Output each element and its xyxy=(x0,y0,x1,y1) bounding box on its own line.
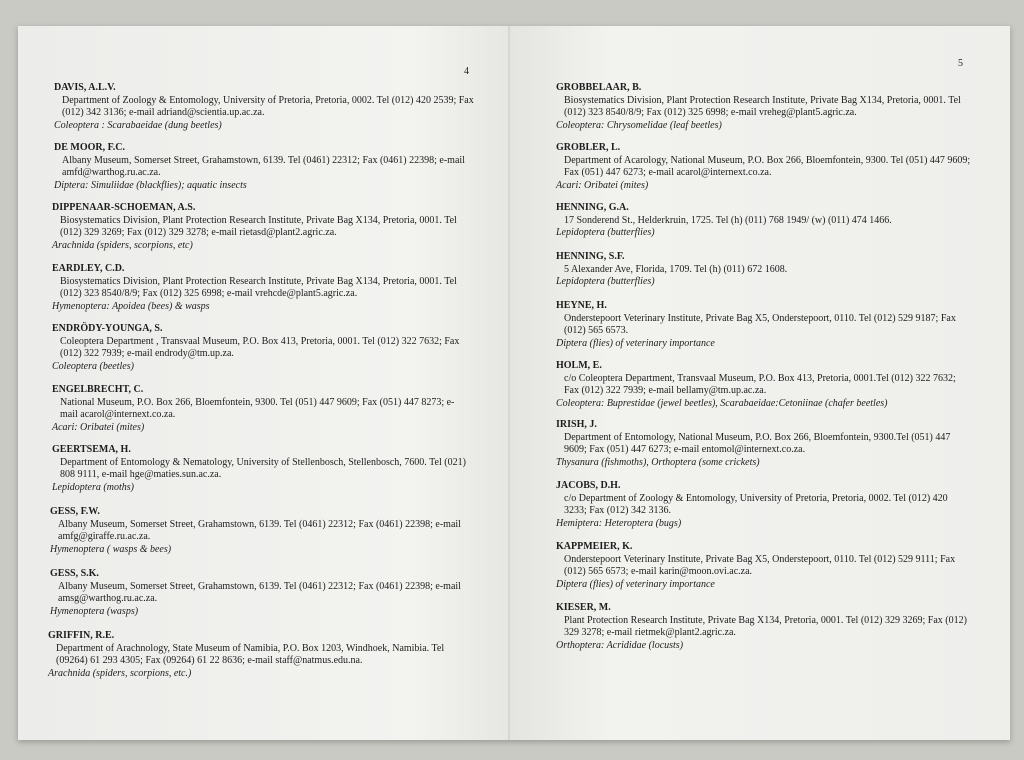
entry-name: DAVIS, A.L.V. xyxy=(54,82,116,93)
directory-entry xyxy=(54,82,474,132)
entry-name: HENNING, G.A. xyxy=(556,202,629,213)
entry-taxon: Acari: Oribatei (mites) xyxy=(556,179,649,191)
entry-address: Biosystematics Division, Plant Protection Research Institute, Private Bag X134, Pretoria, 0001. Tel (012) 329 3269; Fax (012) 329 3278; e-mail rietasd@plant2.agric.za. xyxy=(60,214,457,238)
entry-address: Department of Entomology, National Museum, P.O. Box 266, Bloemfontein, 9300.Tel (051) 447 9609; Fax (051) 447 6273; e-mail entomol@internext.co.za. xyxy=(564,431,951,455)
entry-address: National Museum, P.O. Box 266, Bloemfontein, 9300. Tel (051) 447 9609; Fax (051) 447 8273; e-mail acarol@internext.co.za. xyxy=(60,396,455,420)
entry-name: HENNING, S.F. xyxy=(556,251,625,262)
entry-name: KIESER, M. xyxy=(556,602,611,613)
entry-address: c/o Coleoptera Department, Transvaal Museum, P.O. Box 413, Pretoria, 0001.Tel (012) 322 7632; Fax (012) 322 7939; e-mail bellamy@tm.up.ac.za. xyxy=(564,372,956,396)
entry-name: DIPPENAAR-SCHOEMAN, A.S. xyxy=(52,202,196,213)
entry-taxon: Hemiptera: Heteroptera (bugs) xyxy=(556,517,682,529)
entry-name: ENGELBRECHT, C. xyxy=(52,384,144,395)
entry-address: Biosystematics Division, Plant Protection Research Institute, Private Bag X134, Pretoria, 0001. Tel (012) 323 8540/8/9; Fax (012) 325 6998; e-mail vrehcde@plant5.agric.za. xyxy=(60,275,457,299)
entry-taxon: Hymenoptera (wasps) xyxy=(50,605,139,617)
entry-name: GEERTSEMA, H. xyxy=(52,444,131,455)
entry-name: JACOBS, D.H. xyxy=(556,480,621,491)
entry-address: Onderstepoort Veterinary Institute, Private Bag X5, Onderstepoort, 0110. Tel (012) 529 9187; Fax (012) 565 6573. xyxy=(564,312,956,336)
entry-address: Department of Zoology & Entomology, University of Pretoria, Pretoria, 0002. Tel (012) 420 2539; Fax (012) 342 3136; e-mail adriand@scientia.up.ac.za. xyxy=(62,94,474,118)
directory-entry xyxy=(556,541,971,591)
directory-entry xyxy=(556,480,971,530)
directory-entry xyxy=(556,202,971,240)
entry-address: Biosystematics Division, Plant Protection Research Institute, Private Bag X134, Pretoria, 0001. Tel (012) 323 8540/8/9; Fax (012) 325 6998; e-mail vreheg@plant5.agric.za. xyxy=(564,94,961,118)
booklet-spread xyxy=(18,26,1010,740)
entry-address: Department of Arachnology, State Museum of Namibia, P.O. Box 1203, Windhoek, Namibia. Tel (09264) 61 293 4305; Fax (09264) 61 22 8636; e-mail staff@natmus.edu.na. xyxy=(56,642,445,666)
directory-entry xyxy=(556,82,971,132)
directory-entry xyxy=(50,506,470,556)
directory-entry xyxy=(52,263,472,313)
entry-name: GROBLER, L. xyxy=(556,142,621,153)
entry-taxon: Acari: Oribatei (mites) xyxy=(52,421,145,433)
entry-address: 5 Alexander Ave, Florida, 1709. Tel (h) (011) 672 1608. xyxy=(564,263,788,275)
directory-entry xyxy=(48,630,468,680)
entry-name: IRISH, J. xyxy=(556,419,597,430)
directory-entry xyxy=(556,142,971,192)
entry-address: Albany Museum, Somerset Street, Grahamstown, 6139. Tel (0461) 22312; Fax (0461) 22398; e-mail amsg@warthog.ru.ac.za. xyxy=(58,580,461,604)
directory-entry xyxy=(52,384,472,434)
directory-entry xyxy=(54,142,474,192)
directory-entry xyxy=(556,300,971,350)
directory-entry xyxy=(556,251,971,289)
entry-taxon: Arachnida (spiders, scorpions, etc.) xyxy=(48,667,192,679)
directory-entry xyxy=(52,323,472,373)
entry-name: GROBBELAAR, B. xyxy=(556,82,642,93)
entry-taxon: Diptera: Simuliidae (blackflies); aquatic insects xyxy=(54,179,247,191)
entry-address: Onderstepoort Veterinary Institute, Private Bag X5, Onderstepoort, 0110. Tel (012) 529 9111; Fax (012) 565 6573; e-mail karin@moon.ovi.ac.za. xyxy=(564,553,956,577)
entry-taxon: Thysanura (fishmoths), Orthoptera (some crickets) xyxy=(556,456,760,468)
entry-taxon: Hymenoptera ( wasps & bees) xyxy=(50,543,172,555)
entry-taxon: Diptera (flies) of veterinary importance xyxy=(556,337,715,349)
entry-taxon: Coleoptera (beetles) xyxy=(52,360,134,372)
entry-name: HEYNE, H. xyxy=(556,300,607,311)
directory-entry xyxy=(50,568,470,618)
entry-taxon: Lepidoptera (butterflies) xyxy=(556,227,655,238)
entry-taxon: Coleoptera: Buprestidae (jewel beetles), Scarabaeidae:Cetoniinae (chafer beetles) xyxy=(556,397,888,409)
entry-address: Department of Entomology & Nematology, University of Stellenbosch, Stellenbosch, 7600. Tel (021) 808 9111, e-mail hge@maties.sun.ac.za. xyxy=(60,456,466,480)
entry-taxon: Hymenoptera: Apoidea (bees) & wasps xyxy=(52,300,210,312)
entry-address: c/o Department of Zoology & Entomology, University of Pretoria, Pretoria, 0002. Tel (012) 420 3233; Fax (012) 342 3136. xyxy=(564,492,948,516)
entry-address: Coleoptera Department , Transvaal Museum, P.O. Box 413, Pretoria, 0001. Tel (012) 322 7632; Fax (012) 322 7939; e-mail endrody@tm.up.za. xyxy=(60,335,460,359)
entry-address: Albany Museum, Somerset Street, Grahamstown, 6139. Tel (0461) 22312; Fax (0461) 22398; e-mail amfg@giraffe.ru.ac.za. xyxy=(58,518,461,542)
directory-entry xyxy=(556,602,971,652)
entry-taxon: Coleoptera: Chrysomelidae (leaf beetles) xyxy=(556,119,722,131)
entry-name: KAPPMEIER, K. xyxy=(556,541,633,552)
entry-name: HOLM, E. xyxy=(556,360,602,371)
entry-taxon: Arachnida (spiders, scorpions, etc) xyxy=(52,239,193,251)
directory-entry xyxy=(52,444,472,494)
entry-taxon: Lepidoptera (moths) xyxy=(52,481,134,493)
right-page xyxy=(510,26,1010,740)
entry-taxon: Orthoptera: Acrididae (locusts) xyxy=(556,639,684,651)
directory-entry xyxy=(556,419,971,469)
entry-name: GRIFFIN, R.E. xyxy=(48,630,115,641)
entry-address: Albany Museum, Somerset Street, Grahamstown, 6139. Tel (0461) 22312; Fax (0461) 22398; e-mail amfd@warthog.ru.ac.za. xyxy=(62,154,465,178)
entry-name: EARDLEY, C.D. xyxy=(52,263,125,274)
entry-name: ENDRÖDY-YOUNGA, S. xyxy=(52,323,163,334)
page-number: 5 xyxy=(958,58,963,69)
left-page xyxy=(18,26,510,740)
entry-taxon: Coleoptera : Scarabaeidae (dung beetles) xyxy=(54,119,222,131)
entry-address: Plant Protection Research Institute, Private Bag X134, Pretoria, 0001. Tel (012) 329 3269; Fax (012) 329 3278; e-mail rietmek@plant2.agric.za. xyxy=(564,614,967,638)
entry-address: 17 Sonderend St., Helderkruin, 1725. Tel (h) (011) 768 1949/ (w) (011) 474 1466. xyxy=(564,214,892,226)
page-number: 4 xyxy=(464,66,469,77)
directory-entry xyxy=(556,360,971,410)
entry-address: Department of Acarology, National Museum, P.O. Box 266, Bloemfontein, 9300. Tel (051) 447 9609; Fax (051) 447 6273; e-mail acarol@internext.co.za. xyxy=(564,154,971,178)
entry-name: DE MOOR, F.C. xyxy=(54,142,126,153)
entry-name: GESS, S.K. xyxy=(50,568,99,579)
entry-taxon: Diptera (flies) of veterinary importance xyxy=(556,578,715,590)
entry-name: GESS, F.W. xyxy=(50,506,100,517)
directory-entry xyxy=(52,202,472,252)
entry-taxon: Lepidoptera (butterflies) xyxy=(556,276,655,287)
